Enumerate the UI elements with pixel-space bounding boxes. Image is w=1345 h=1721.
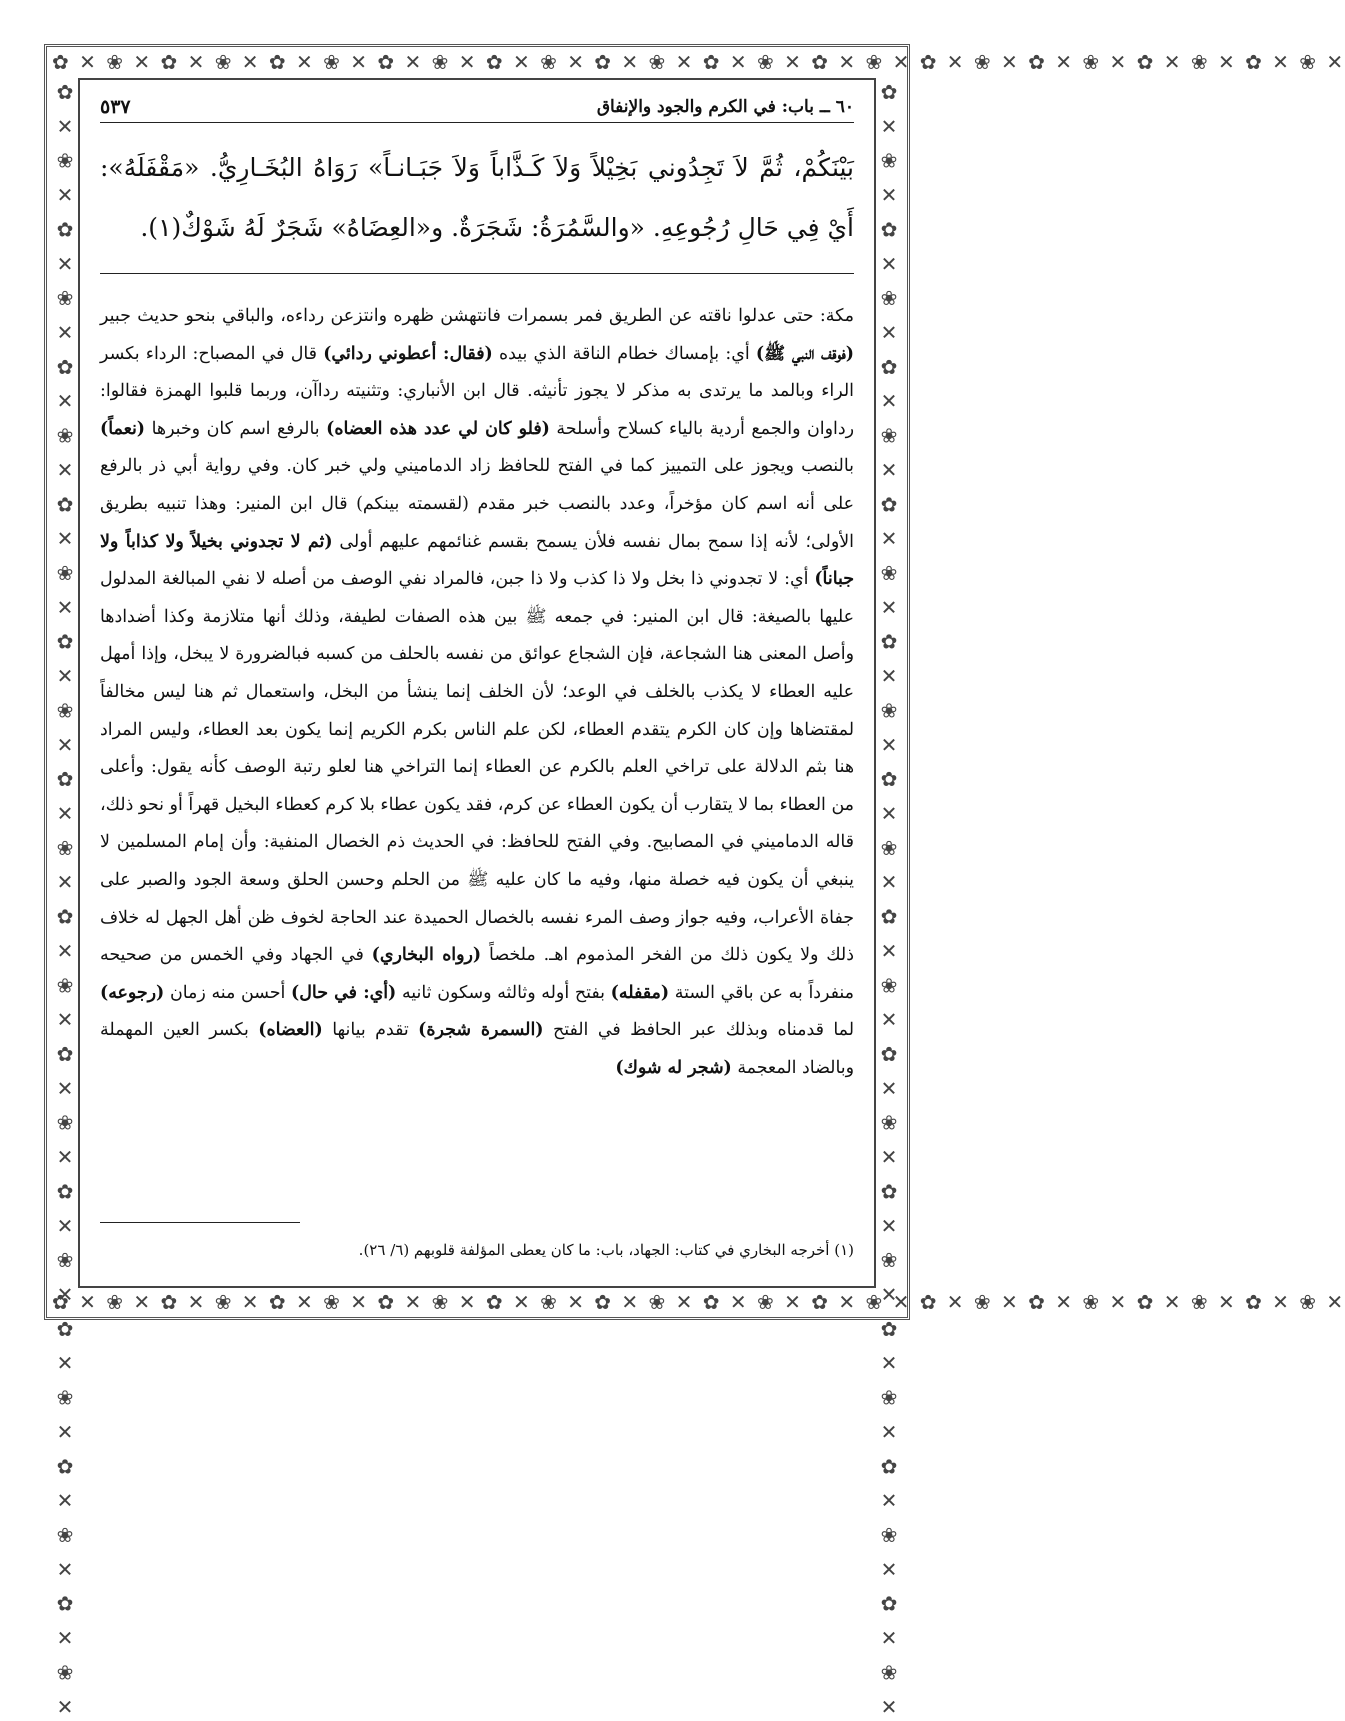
commentary-text: قال ابن المنير: وهذا تنبيه بطريق الأولى؛ لأنه إذا سمح بمال نفسه فلأن يسمح بقسم غنائمهم عليهم أولى xyxy=(100,493,854,552)
footnote-divider xyxy=(100,1222,300,1223)
quoted-hadith-phrase: (شجر له شوك) xyxy=(615,1057,732,1078)
quoted-hadith-phrase: (السمرة شجرة) xyxy=(418,1020,544,1041)
quoted-hadith-phrase: (رجوعه) xyxy=(100,982,165,1003)
commentary-text: بفتح أوله وثالثه وسكون ثانيه xyxy=(396,982,611,1003)
section-divider xyxy=(100,273,854,274)
ornament-border-bottom: ✿ ✕ ❀ ✕ ✿ ✕ ❀ ✕ ✿ ✕ ❀ ✕ ✿ ✕ ❀ ✕ ✿ ✕ ❀ ✕ ✿ ✕ ❀ ✕ ✿ ✕ ❀ ✕ ✿ ✕ ❀ ✕ ✿ ✕ ❀ ✕ ✿ ✕ ❀ ✕ ✿ ✕ ❀ ✕ ✿ ✕ ❀ ✕ xyxy=(52,1290,1345,1314)
quoted-hadith-phrase: (فقال: أعطوني ردائي) xyxy=(323,343,493,364)
commentary-text: أي: لا تجدوني ذا بخل ولا ذا كذب ولا ذا جبن، فالمراد نفي الوصف من أصله لا نفي المبالغة المدلول عليها بالصيغة: قال ابن المنير: في جمعه ﷺ بين هذه الصفات لطيفة، وذلك أنها متلازمة وكذا أضدادها وأصل المعنى هنا الشجاعة، فإن الشجاع عوائق من نفسه بالحلف من كسبه فبالضرورة لا يبخل، وإذا أمهل عليه العطاء لا يكذب بالخلف في الوعد؛ لأن الخلف إنما ينشأ من البخل، واستعمال ثم هنا ليس مخالفاً لمقتضاها وإن كان الكرم يتقدم العطاء، لكن علم الناس بكرم الكريم إنما يكون بعد العطاء، وليس المراد هنا بثم الدلالة على تراخي العلم بالكرم عن العطاء إنما التراخي هنا لعلو رتبة الوصف كأنه يقول: وأعلى من العطاء بما لا يتقارب أن يكون العطاء عن كرم، فقد يكون عطاء بلا كرم كعطاء البخيل قهراً أو نحو ذلك، قاله الدماميني في المصابيح. وفي الفتح للحافظ: في الحديث ذم الخصال المنفية: وأن إمام المسلمين لا ينبغي أن يكون فيه خصلة منها، وفيه ما كان عليه ﷺ من الحلم وحسن الحلق وسعة الجود والصبر على جفاة الأعراب، وفيه جواز وصف المرء نفسه بالخصال الحميدة عند الحاجة لخوف ظن أهل الجهل له خلاف ذلك ولا يكون ذلك من الفخر المذموم اهـ. ملخصاً xyxy=(100,569,854,966)
page-header xyxy=(100,92,854,123)
commentary-text: أحسن منه زمان xyxy=(164,982,292,1003)
commentary-text: بكسر العين المهملة وبالضاد المعجمة xyxy=(100,1020,854,1078)
footnote: (١) أخرجه البخاري في كتاب: الجهاد، باب: ما كان يعطى المؤلفة قلوبهم (٦/ ٢٦). xyxy=(358,1241,854,1259)
hadith-text: بَيْنَكُمْ، ثُمَّ لاَ تَجِدُوني بَخِيْلاً وَلاَ كَـذَّاباً وَلاَ جَبَـانـاً» رَوَاهُ البُخَـارِيُّ. «مَقْفَلَهُ»: أَيْ فِي حَالِ رُجُوعِهِ. «والسَّمُرَةُ: شَجَرَةٌ. و«العِضَاهُ» شَجَرٌ لَهُ شَوْكٌ(١). xyxy=(100,153,854,242)
chapter-title: ٦٠ ــ باب: في الكرم والجود والإنفاق xyxy=(596,97,854,117)
quoted-hadith-phrase: (ثم لا تجدوني بخيلاً ولا كذاباً ولا جباناً) xyxy=(100,531,854,590)
book-page xyxy=(100,84,854,1284)
commentary-text: أي: بإمساك خطام الناقة الذي بيده xyxy=(492,343,756,364)
page-number: ٥٣٧ xyxy=(100,96,131,118)
ornament-border-top: ✿ ✕ ❀ ✕ ✿ ✕ ❀ ✕ ✿ ✕ ❀ ✕ ✿ ✕ ❀ ✕ ✿ ✕ ❀ ✕ ✿ ✕ ❀ ✕ ✿ ✕ ❀ ✕ ✿ ✕ ❀ ✕ ✿ ✕ ❀ ✕ ✿ ✕ ❀ ✕ ✿ ✕ ❀ ✕ ✿ ✕ ❀ ✕ xyxy=(52,50,1345,74)
quoted-hadith-phrase: (نعماً) xyxy=(100,418,146,439)
commentary-text: لما قدمناه وبذلك عبر الحافظ في الفتح xyxy=(543,1020,854,1041)
commentary-text: بالنصب ويجوز على التمييز كما في الفتح للحافظ زاد الدماميني ولي خبر كان. وفي رواية أبي ذر بالرفع على أنه اسم كان مؤخراً، وعدد بالنصب خبر مقدم xyxy=(100,456,854,514)
commentary-block xyxy=(100,298,854,1087)
ornament-border-right: ✿ ✕ ❀ ✕ ✿ ✕ ❀ ✕ ✿ ✕ ❀ ✕ ✿ ✕ ❀ ✕ ✿ ✕ ❀ ✕ ✿ ✕ ❀ ✕ ✿ ✕ ❀ ✕ ✿ ✕ ❀ ✕ ✿ ✕ ❀ ✕ ✿ ✕ ❀ ✕ ✿ ✕ ❀ ✕ ✿ ✕ ❀ ✕ xyxy=(877,80,901,1721)
commentary-text: تقدم بيانها xyxy=(322,1020,419,1041)
commentary-text: مكة: حتى عدلوا ناقته عن الطريق فمر بسمرات فانتهشن ظهره وانتزعن رداءه، والباقي بنحو حديث جبير xyxy=(100,306,854,326)
commentary-text: في الجهاد وفي الخمس من صحيحه منفرداً به عن باقي الستة xyxy=(100,945,854,1003)
quoted-hadith-phrase: (فوقف النبي ﷺ) xyxy=(755,343,854,364)
ornament-border-left: ✿ ✕ ❀ ✕ ✿ ✕ ❀ ✕ ✿ ✕ ❀ ✕ ✿ ✕ ❀ ✕ ✿ ✕ ❀ ✕ ✿ ✕ ❀ ✕ ✿ ✕ ❀ ✕ ✿ ✕ ❀ ✕ ✿ ✕ ❀ ✕ ✿ ✕ ❀ ✕ ✿ ✕ ❀ ✕ ✿ ✕ ❀ ✕ xyxy=(53,80,77,1721)
commentary-text: قال في المصباح: الرداء بكسر الراء وبالمد ما يرتدى به مذكر لا يجوز تأنيثه. قال ابن الأنباري: وتثنيته رداآن، وربما قلبوا الهمزة فقالوا: رداوان والجمع أردية بالياء كسلاح وأسلحة xyxy=(100,343,854,439)
quoted-hadith-phrase: (رواه البخاري) xyxy=(371,945,482,966)
commentary-text: (لقسمته بينكم) xyxy=(356,493,469,514)
quoted-hadith-phrase: (العضاه) xyxy=(258,1020,323,1041)
commentary-text: بالرفع اسم كان وخبرها xyxy=(145,418,327,439)
quoted-hadith-phrase: (مقفله) xyxy=(610,982,670,1003)
quoted-hadith-phrase: (أي: في حال) xyxy=(291,982,397,1003)
commentary-paragraph xyxy=(100,298,854,1087)
quoted-hadith-phrase: (فلو كان لي عدد هذه العضاه) xyxy=(326,418,550,439)
